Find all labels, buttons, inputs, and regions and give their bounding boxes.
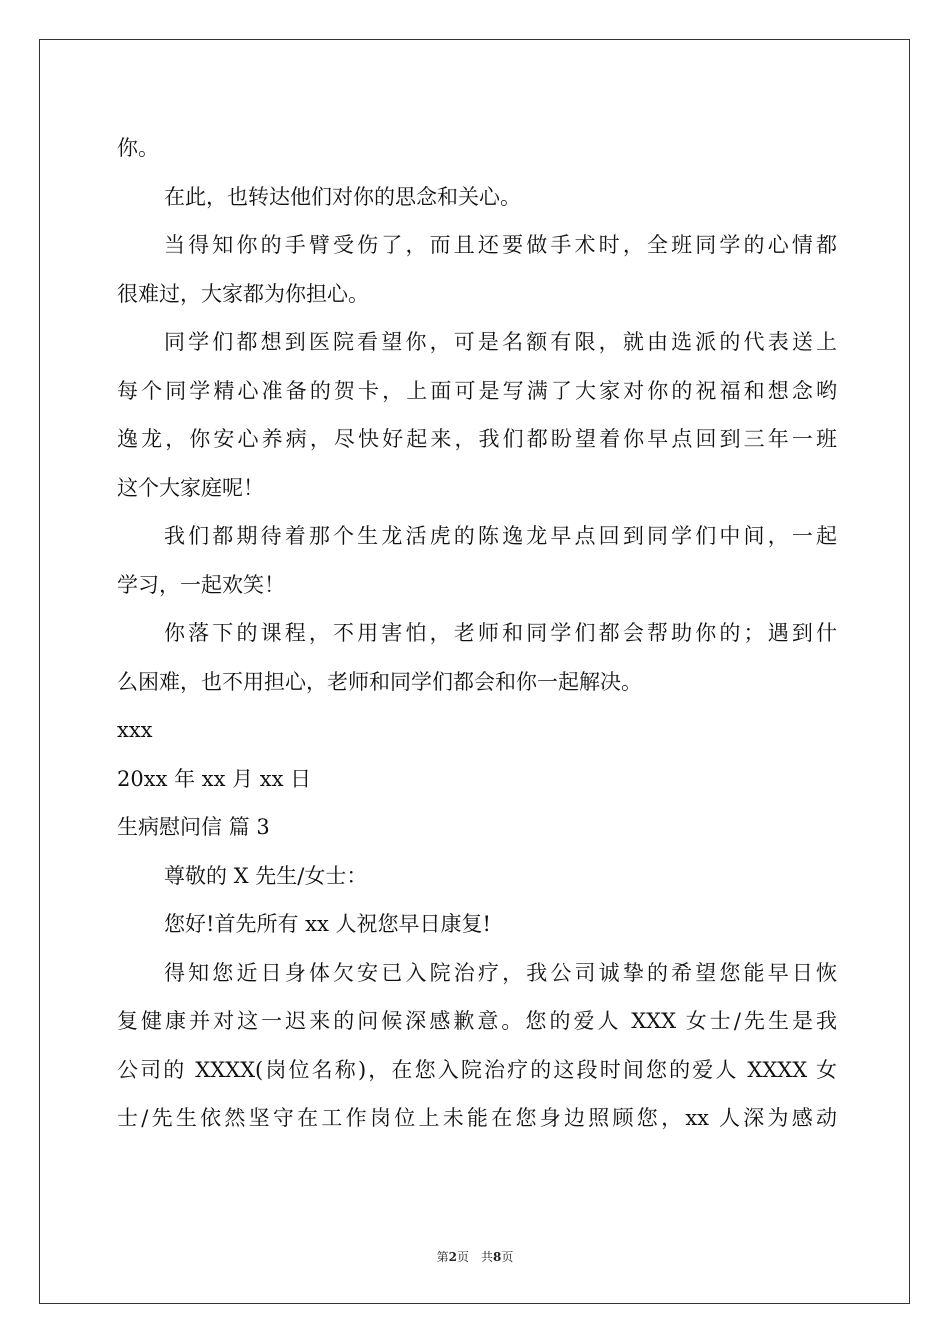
text-line: 逸龙，你安心养病，尽快好起来，我们都盼望着你早点回到三年一班 bbox=[117, 427, 837, 451]
paragraph-line: 我们都期待着那个生龙活虎的陈逸龙早点回到同学们中间，一起 bbox=[164, 524, 837, 548]
total-page-number: 8 bbox=[493, 1250, 502, 1264]
document-body bbox=[117, 124, 837, 1143]
page-mid: 页 共 bbox=[456, 1250, 493, 1264]
paragraph-line: 在此，也转达他们对你的思念和关心。 bbox=[164, 184, 521, 209]
paragraph-line: 当得知你的手臂受伤了，而且还要做手术时，全班同学的心情都 bbox=[164, 233, 837, 257]
page-footer bbox=[0, 1248, 950, 1265]
paragraph-line: 你落下的课程，不用害怕，老师和同学们都会帮助你的；遇到什 bbox=[164, 621, 837, 645]
signature-date: 20xx 年 xx 月 xx 日 bbox=[117, 766, 312, 791]
text-line: 学习，一起欢笑！ bbox=[117, 572, 285, 597]
current-page-number: 2 bbox=[448, 1250, 457, 1264]
text-line: 这个大家庭呢！ bbox=[117, 475, 264, 500]
salutation: 尊敬的 X 先生/女士： bbox=[164, 863, 368, 888]
page-suffix: 页 bbox=[501, 1250, 514, 1264]
signature-name: xxx bbox=[117, 718, 153, 742]
greeting-line: 您好!首先所有 xx 人祝您早日康复! bbox=[164, 912, 491, 936]
paragraph-line: 同学们都想到医院看望你，可是名额有限，就由选派的代表送上 bbox=[164, 330, 837, 354]
text-line: 么困难，也不用担心，老师和同学们都会和你一起解决。 bbox=[117, 669, 642, 694]
text-line: 你。 bbox=[117, 136, 159, 160]
section-heading: 生病慰问信 篇 3 bbox=[117, 815, 270, 839]
text-line: 很难过，大家都为你担心。 bbox=[117, 281, 369, 306]
page-prefix: 第 bbox=[436, 1250, 449, 1264]
paragraph-line: 得知您近日身体欠安已入院治疗，我公司诚挚的希望您能早日恢 bbox=[164, 960, 837, 985]
text-line: 每个同学精心准备的贺卡，上面可是写满了大家对你的祝福和想念哟 bbox=[117, 378, 837, 403]
text-line: 士/先生依然坚守在工作岗位上未能在您身边照顾您，xx 人深为感动 bbox=[117, 1106, 837, 1130]
text-line: 公司的 XXXX(岗位名称)，在您入院治疗的这段时间您的爱人 XXXX 女 bbox=[117, 1057, 837, 1082]
text-line: 复健康并对这一迟来的问候深感歉意。您的爱人 XXX 女士/先生是我 bbox=[117, 1009, 837, 1033]
